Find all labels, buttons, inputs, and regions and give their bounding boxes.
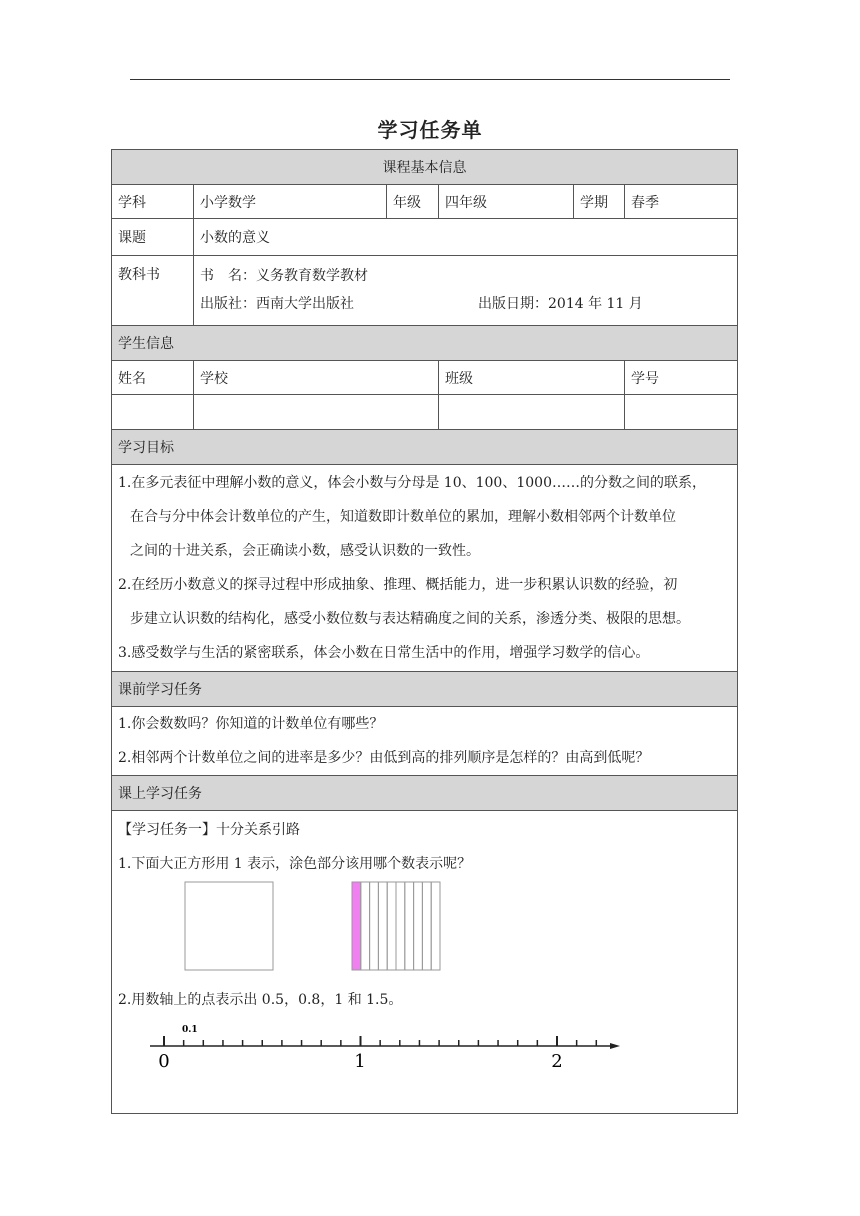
grade-value: 四年级: [439, 185, 574, 219]
tenths-square: [352, 882, 440, 970]
page-title: 学习任务单: [377, 118, 483, 142]
objectives-header: 学习目标: [112, 430, 738, 465]
name-column: 姓名: [112, 361, 194, 395]
strip: [405, 882, 414, 970]
course-info-header-row: [112, 150, 738, 185]
grade-label: 年级: [387, 185, 439, 219]
strip: [378, 882, 387, 970]
subject-label: 学科: [112, 185, 194, 219]
axis-arrow: [610, 1043, 620, 1049]
strip: [387, 882, 396, 970]
objective-line: 之间的十进关系，会正确读小数，感受认识数的一致性。: [130, 543, 480, 559]
objectives-body: [112, 465, 738, 672]
label-0: 0: [158, 1051, 170, 1072]
textbook-label: 教科书: [112, 256, 194, 326]
strip: [422, 882, 431, 970]
shaded-strip: [352, 882, 361, 970]
top-rule: [130, 79, 730, 80]
book-name: 书 名：义务教育数学教材: [200, 268, 368, 284]
publisher-line: [200, 290, 731, 318]
class-cell: [439, 395, 625, 430]
topic-row: [112, 219, 738, 256]
class-column-label: 班级: [445, 370, 473, 387]
objective-line: 步建立认识数的结构化，感受小数位数与表达精确度之间的关系，渗透分类、极限的思想。: [130, 611, 690, 627]
ticks: [164, 1036, 596, 1046]
task-one-title: 【学习任务一】十分关系引路: [118, 822, 300, 838]
publisher: 出版社：西南大学出版社: [200, 296, 354, 312]
objectives-header-row: [112, 430, 738, 465]
student-blank-row: [112, 395, 738, 430]
objective-line: 在合与分中体会计数单位的产生，知道数即计数单位的累加，理解小数相邻两个计数单位: [130, 509, 676, 525]
objectives-body-row: [112, 465, 738, 672]
subject-row: [112, 185, 738, 219]
pre-class-question-2: 2.相邻两个计数单位之间的进率是多少？由低到高的排列顺序是怎样的？由高到低呢？: [118, 750, 650, 766]
pre-class-header-row: [112, 672, 738, 707]
number-line: [140, 1017, 660, 1077]
student-id-column: 学号: [625, 361, 738, 395]
in-class-body-row: [112, 811, 738, 1114]
subject-value: 小学数学: [194, 185, 387, 219]
task-sheet-table: [111, 149, 738, 1114]
name-cell: [112, 395, 194, 430]
textbook-row: [112, 256, 738, 326]
pre-class-body-row: [112, 707, 738, 776]
pre-class-body: [112, 707, 738, 776]
school-column: 学校: [194, 361, 439, 395]
in-class-header-row: [112, 776, 738, 811]
school-cell: [194, 395, 439, 430]
objective-line: 3.感受数学与生活的紧密联系，体会小数在日常生活中的作用，增强学习数学的信心。: [118, 645, 650, 661]
strip: [414, 882, 423, 970]
term-value: 春季: [625, 185, 738, 219]
objective-line: 1.在多元表征中理解小数的意义，体会小数与分母是 10、100、1000……的分数之间的联系，: [118, 475, 706, 491]
class-column: [439, 361, 625, 395]
strip: [431, 882, 440, 970]
pre-class-header: 课前学习任务: [112, 672, 738, 707]
student-info-header-row: [112, 326, 738, 361]
student-info-header: 学生信息: [112, 326, 738, 361]
topic-label: 课题: [112, 219, 194, 256]
in-class-question-2: 2.用数轴上的点表示出 0.5，0.8，1 和 1.5。: [118, 992, 403, 1008]
label-1: 1: [354, 1051, 366, 1072]
textbook-info: [194, 256, 738, 326]
pre-class-question-1: 1.你会数数吗？你知道的计数单位有哪些？: [118, 716, 384, 732]
unit-square: [185, 882, 273, 970]
in-class-question-1: 1.下面大正方形用 1 表示，涂色部分该用哪个数表示呢？: [118, 856, 472, 872]
label-2: 2: [551, 1051, 563, 1072]
course-info-header: 课程基本信息: [112, 150, 738, 185]
student-id-cell: [625, 395, 738, 430]
in-class-body: [112, 811, 738, 1114]
number-line-figure: [118, 1017, 731, 1077]
pub-date: 出版日期：2014 年 11 月: [478, 296, 643, 312]
squares-figure: [118, 881, 731, 983]
topic-value: 小数的意义: [194, 219, 738, 256]
strip: [361, 882, 370, 970]
squares-svg: [184, 881, 484, 983]
term-label: 学期: [574, 185, 625, 219]
in-class-header: 课上学习任务: [112, 776, 738, 811]
label-0-1: 0.1: [182, 1025, 198, 1035]
strip: [396, 882, 405, 970]
student-columns-row: [112, 361, 738, 395]
objective-line: 2.在经历小数意义的探寻过程中形成抽象、推理、概括能力，进一步积累认识数的经验，初: [118, 577, 678, 593]
strip: [370, 882, 379, 970]
